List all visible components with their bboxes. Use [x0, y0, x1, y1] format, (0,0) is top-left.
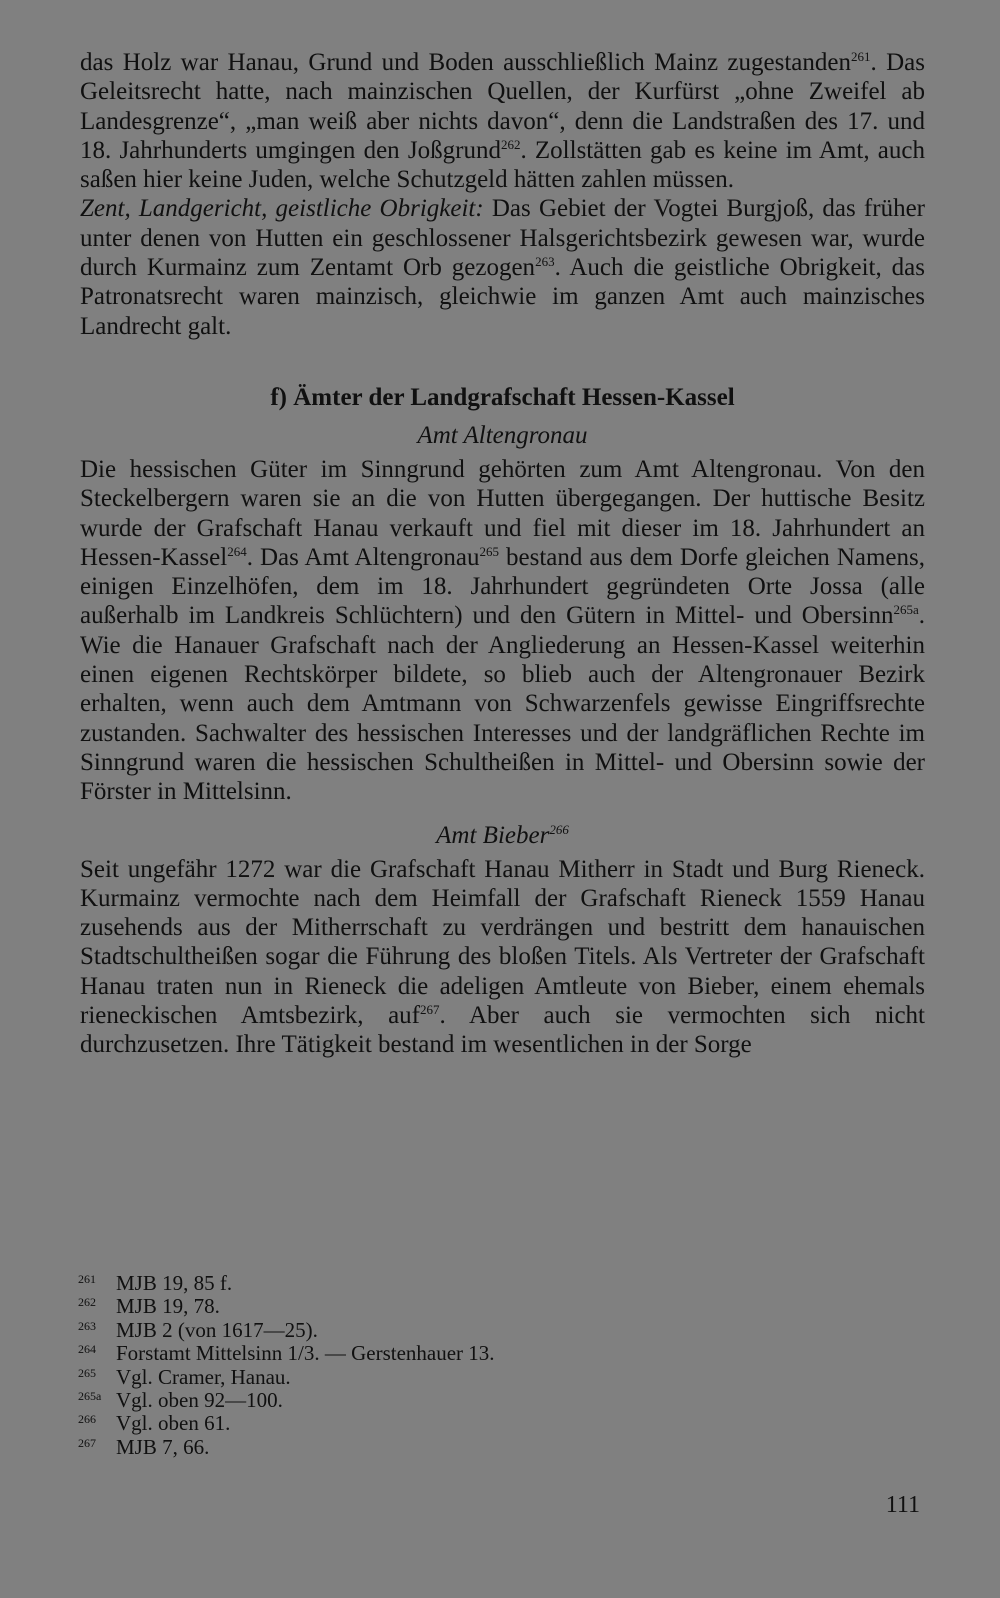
text-run: . Aber auch sie vermochten sich nicht durchzusetzen. Ihre Tätigkeit bestand im wesentlichen in der Sorge — [80, 1002, 925, 1059]
footnote-text: MJB 19, 85 f. — [116, 1271, 233, 1295]
footnote-text: Forstamt Mittelsinn 1/3. — Gerstenhauer 13. — [116, 1341, 495, 1366]
paragraph-3 — [80, 455, 925, 807]
footnote-text: MJB 7, 66. — [116, 1434, 210, 1459]
footnote-text: Vgl. Cramer, Hanau. — [116, 1364, 291, 1389]
footnote-number: 263 — [78, 1318, 96, 1333]
text-run: . Wie die Hanauer Grafschaft nach der Angliederung an Hessen-Kassel weiterhin einen eigenen Rechtskörper bildete, so blieb auch der Altengronauer Bezirk erhalten, wenn auch dem Amtmann von Schwarzenfels gewisse Eingriffsrechte zustanden. Sachwalter des hessischen Interesses und der landgräflichen Rechte im Sinngrund waren die hessischen Schultheißen in Mittel- und Obersinn sowie der Förster in Mittelsinn. — [80, 602, 925, 806]
main-text — [80, 48, 925, 1060]
text-run: Das Gebiet der Vogtei Burgjoß, das früher unter denen von Hutten ein geschlossener Halsgerichtsbezirk gewesen war, wurde durch Kurmainz zum Zentamt Orb gezogen — [80, 195, 925, 282]
text-run: bestand aus dem Dorfe gleichen Namens, einigen Einzelhöfen, dem im 18. Jahrhundert gegründeten Orte Jossa (alle außerhalb im Landkreis Schlüchtern) und den Gütern in Mittel- und Obersinn — [80, 543, 925, 630]
footnote-number: 264 — [78, 1342, 96, 1357]
footnote-number: 265a — [78, 1389, 102, 1404]
text-run: Seit ungefähr 1272 war die Grafschaft Hanau Mitherr in Stadt und Burg Rieneck. Kurmainz vermochte nach dem Heimfall der Grafschaft Rieneck 1559 Hanau zusehends aus der Mitherrschaft zu verdrängen und bestritt dem hanauischen Stadtschultheißen sogar die Führung des bloßen Titels. Als Vertreter der Grafschaft Hanau traten nun in Rieneck die adeligen Amtleute von Bieber, einem ehemals rieneckischen Amtsbezirk, auf — [80, 855, 925, 1030]
footnote — [78, 1389, 778, 1412]
paragraph-2 — [80, 194, 925, 340]
footnote-ref-265a[interactable]: 265a — [893, 602, 919, 618]
footnote — [78, 1319, 778, 1342]
footnote — [78, 1272, 778, 1295]
footnote-ref-261[interactable]: 261 — [850, 49, 871, 64]
footnote-text: MJB 2 (von 1617—25). — [116, 1317, 318, 1342]
footnote-number: 265 — [78, 1365, 96, 1380]
footnote — [78, 1412, 778, 1435]
footnote-text: Vgl. oben 92—100. — [116, 1388, 283, 1413]
footnote-ref-264[interactable]: 264 — [227, 543, 247, 559]
footnote-text: Vgl. oben 61. — [116, 1411, 231, 1436]
paragraph-lead: Zent, Landgericht, geistliche Obrigkeit: — [80, 195, 484, 223]
paragraph-4 — [80, 855, 925, 1060]
subheading-altengronau: Amt Altengronau — [417, 421, 588, 449]
text-run: . Das Geleitsrecht hatte, nach mainzischen Quellen, der Kurfürst „ohne Zweifel ab Landesgrenze“, „man weiß aber nichts davon“, denn die Landstraßen des 17. und 18. Jahrhunderts umgingen den Joßgrund — [80, 49, 925, 164]
footnote-ref-263[interactable]: 263 — [535, 254, 555, 270]
section-heading: f) Ämter der Landgrafschaft Hessen-Kassel — [270, 383, 735, 411]
subheading-text: Amt Bieber — [436, 821, 550, 849]
text-run: . Auch die geistliche Obrigkeit, das Patronatsrecht waren mainzisch, gleichwie im ganzen Amt auch mainzisches Landrecht galt. — [80, 254, 925, 340]
footnote — [78, 1342, 778, 1365]
text-run: das Holz war Hanau, Grund und Boden ausschließlich Mainz zugestanden — [80, 49, 851, 76]
footnotes — [78, 1272, 778, 1459]
footnote — [78, 1366, 778, 1389]
footnote-number: 261 — [78, 1272, 96, 1286]
text-run: . Das Amt Altengronau — [246, 543, 480, 571]
footnote-number: 262 — [78, 1295, 96, 1310]
footnote-number: 266 — [78, 1412, 96, 1427]
subheading-bieber — [80, 821, 925, 851]
footnote-ref-267[interactable]: 267 — [420, 1002, 440, 1018]
text-run: . Zollstätten gab es keine im Amt, auch saßen hier keine Juden, welche Schutzgeld hätten zahlen müssen. — [80, 136, 925, 194]
footnote-number: 267 — [78, 1435, 96, 1450]
footnote — [78, 1436, 778, 1459]
paragraph-1 — [80, 48, 925, 194]
footnote-ref-266[interactable]: 266 — [549, 821, 569, 837]
text-run: Die hessischen Güter im Sinngrund gehörten zum Amt Altengronau. Von den Steckelbergern waren sie an die von Hutten übergegangen. Der huttische Besitz wurde der Grafschaft Hanau verkauft und fiel mit dieser im 18. Jahrhundert an Hessen-Kassel — [80, 455, 925, 571]
page-number: 111 — [885, 1492, 920, 1518]
footnote-text: MJB 19, 78. — [116, 1294, 220, 1319]
footnote-ref-265[interactable]: 265 — [479, 543, 500, 559]
footnote — [78, 1295, 778, 1318]
footnote-ref-262[interactable]: 262 — [500, 136, 521, 152]
